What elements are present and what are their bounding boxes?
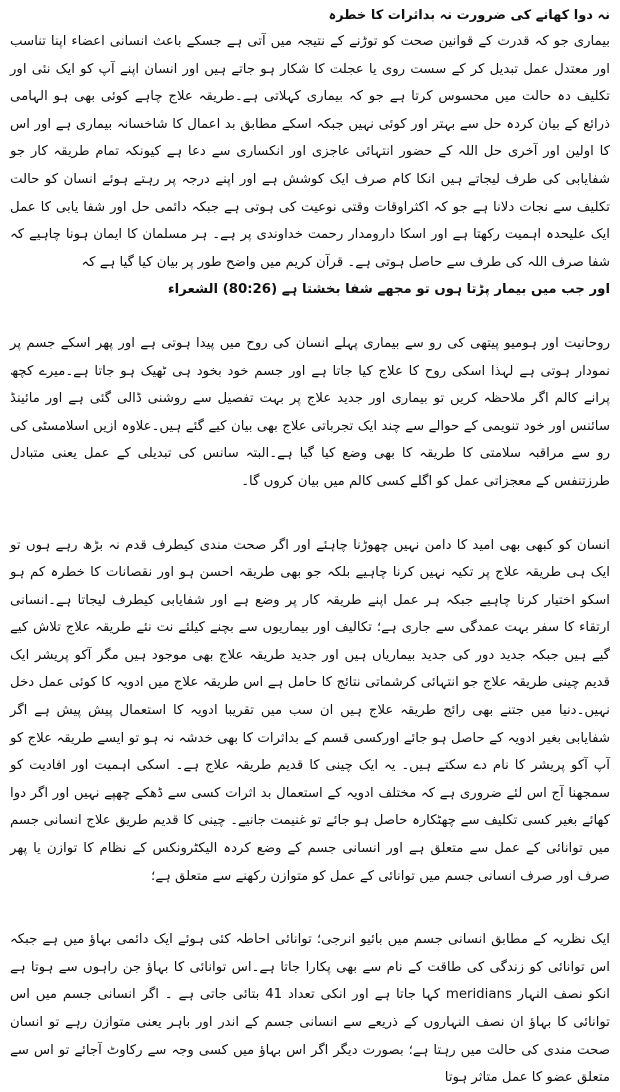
- paragraph-illness-and-cure: بیماری جو کہ قدرت کے قوانین صحت کو توڑنے کے نتیجہ میں آتی ہے جسکے باعث انسانی اعضاء اپنا تناسب اور معتدل عمل تبدیل کر کے سست روی یا عجلت کا شکار ہو جاتے ہیں اور انسان اپنے آپ کو ایک نئی اور تکلیف دہ حالت میں محسوس کرتا ہے جو کہ بیماری کہلاتی ہے۔طریقہ علاج چاہے کوئی بھی ہو الہامی ذرائع کے بیان کردہ حل سے بہتر اور کوئی نہیں جبکہ اسکے مطابق بد اعمال کا شاخسانہ بیماری ہے اور اس کا اولین اور آخری حل اللہ کے حضور انتہائی عاجزی اور انکساری سے دعا ہے کیونکہ تمام طریقہ کار جو شفایابی کی طرف لیجاتے ہیں انکا کام صرف ایک کوشش ہے اور اپنے درجہ پر رہتے ہوئے انسان کو حالت تکلیف سے نجات دلانا ہے جو کہ اکثراوقات وقتی نوعیت کی ہوتی ہے جبکہ دائمی حل اور شفا یابی کا عمل ایک علیحدہ اہمیت رکھتا ہے اور اسکا دارومدار رحمت خداوندی پر ہے۔ ہر مسلمان کا ایمان ہونا چاہیے کہ شفا صرف اللہ کی طرف سے حاصل ہوتی ہے۔ قرآن کریم میں واضح طور پر بیان کیا گیا ہے کہ: [10, 34, 610, 270]
- paragraph-spacer: [10, 496, 610, 532]
- paragraph-bio-energy-meridians: ایک نظریہ کے مطابق انسانی جسم میں بائیو انرجی؛ توانائی احاطہ کئی ہوئے ایک دائمی بہاؤ میں ہے جبکہ اس توانائی کو زندگی کی طاقت کے نام سے بھی پکارا جاتا ہے۔اس توانائی کا بہاؤ جن راہوں سے ہوتا ہے انکو نصف النہار meridians کہا جاتا ہے اور انکی تعداد 41 بتائی جاتی ہے ۔ اگر انسانی جسم میں اس توانائی کا بہاؤ ان نصف النہاروں کے ذریعے سے انسانی جسم کے اندر اور باہر یعنی متوازن رہے تو انسان صحت مندی کی حالت میں رہتا ہے؛ بصورت دیگر اگر اس بہاؤ میں کسی وجہ سے رکاوٹ آجائے تو اس سے متعلق عضو کا عمل متاثر ہوتا: [10, 932, 610, 1086]
- paragraph-spacer: [10, 890, 610, 926]
- quran-verse: اور جب میں بیمار پڑتا ہوں تو مجھے شفا بخشتا ہے (80:26) الشعراء: [167, 282, 610, 298]
- paragraph-spirituality-homeopathy: روحانیت اور ہومیو پیتھی کی رو سے بیماری پہلے انسان کی روح میں پیدا ہوتی ہے اور پھر اسکے جسم پر نمودار ہوتی ہے لہذا اسکی روح کا علاج کیا جاتا ہے اور جسم خود بخود ہی ٹھیک ہو جاتا ہے۔میرے کچھ پرانے کالم اگر ملاحظہ کریں تو بیماری اور جدید علاج پر بہت تفصیل سے روشنی ڈالی گئی ہے اور مائینڈ سائنس اور خود تنویمی کے حوالے سے چند ایک تجرباتی علاج بھی بیان کیے گئے ہیں۔علاوہ ازیں اسلامسٹی کی رو سے مراقبہ سلامتی کا طریقہ کا بھی وضع کیا گیا ہے۔البتہ سانس کی تبدیلی کے عمل یعنی متبادل طرزتنفس کے معجزاتی عمل کو اگلے کسی کالم میں بیان کروں گا۔: [10, 335, 610, 489]
- paragraph-acupressure: انسان کو کبھی بھی امید کا دامن نہیں چھوڑنا چاہئے اور اگر صحت مندی کیطرف قدم نہ بڑھ رہے ہوں تو ایک ہی طریقہ علاج پر تکیہ نہیں کرنا چاہیے بلکہ جو بھی طریقہ احسن ہو اور نقصانات کا خطرہ کم ہو اسکو اختیار کرنا چاہیے جبکہ ہر عمل اپنے طریقہ کار پر وضع ہے اور شفایابی کیطرف لیجاتا ہے۔انسانی ارتقاء کا سفر بہت عمدگی سے جاری ہے؛ تکالیف اور بیماریوں سے بچنے کیلئے نت نئے طریقہ علاج تلاش کیے گیے ہیں جبکہ جدید دور کی جدید بیماریاں ہیں اور جدید طریقہ علاج بھی موجود ہیں مگر آکو پریشر ایک قدیم چینی طریقہ علاج جو انتہائی کرشماتی نتائج کا حامل ہے اس طریقہ علاج میں ادویہ کا کوئی عمل دخل نہیں۔دنیا میں جتنے بھی رائج طریقہ علاج ہیں ان سب میں تقریبا ادویہ کا استعمال پیش پیش ہے اگر شفایابی بغیر ادویہ کے حاصل ہو جائے اورکسی قسم کے بداثرات کا بھی خدشہ نہ ہو تو ایسے طریقہ علاج کو آپ آکو پریشر کا نام دے سکتے ہیں۔ یہ ایک چینی کا قدیم طریقہ علاج ہے۔ اسکی اہمیت اور افادیت کو سمجھنا آج اس لئے ضروری ہے کہ مختلف ادویہ کے استعمال بد اثرات کسی سے ڈھکے چھپے نہیں اور اگر دوا کھائے بغیر کسی تکلیف سے چھٹکارہ حاصل ہو جائے تو غنیمت جانیے۔ چینی کا قدیم طریق علاج انسانی جسم میں توانائی کے عمل سے متعلق ہے اور انسانی جسم کے وضع کردہ الیکٹرونکس کے نظام کا توازن یا پھر صرف اور صرف انسانی جسم میں توانائی کے عمل کو متوازن رکھنے سے متعلق ہے؛: [10, 537, 610, 884]
- article-heading: نہ دوا کھانے کی ضرورت نہ بداثرات کا خطرہ: [328, 8, 610, 23]
- paragraph-spacer: [10, 304, 610, 330]
